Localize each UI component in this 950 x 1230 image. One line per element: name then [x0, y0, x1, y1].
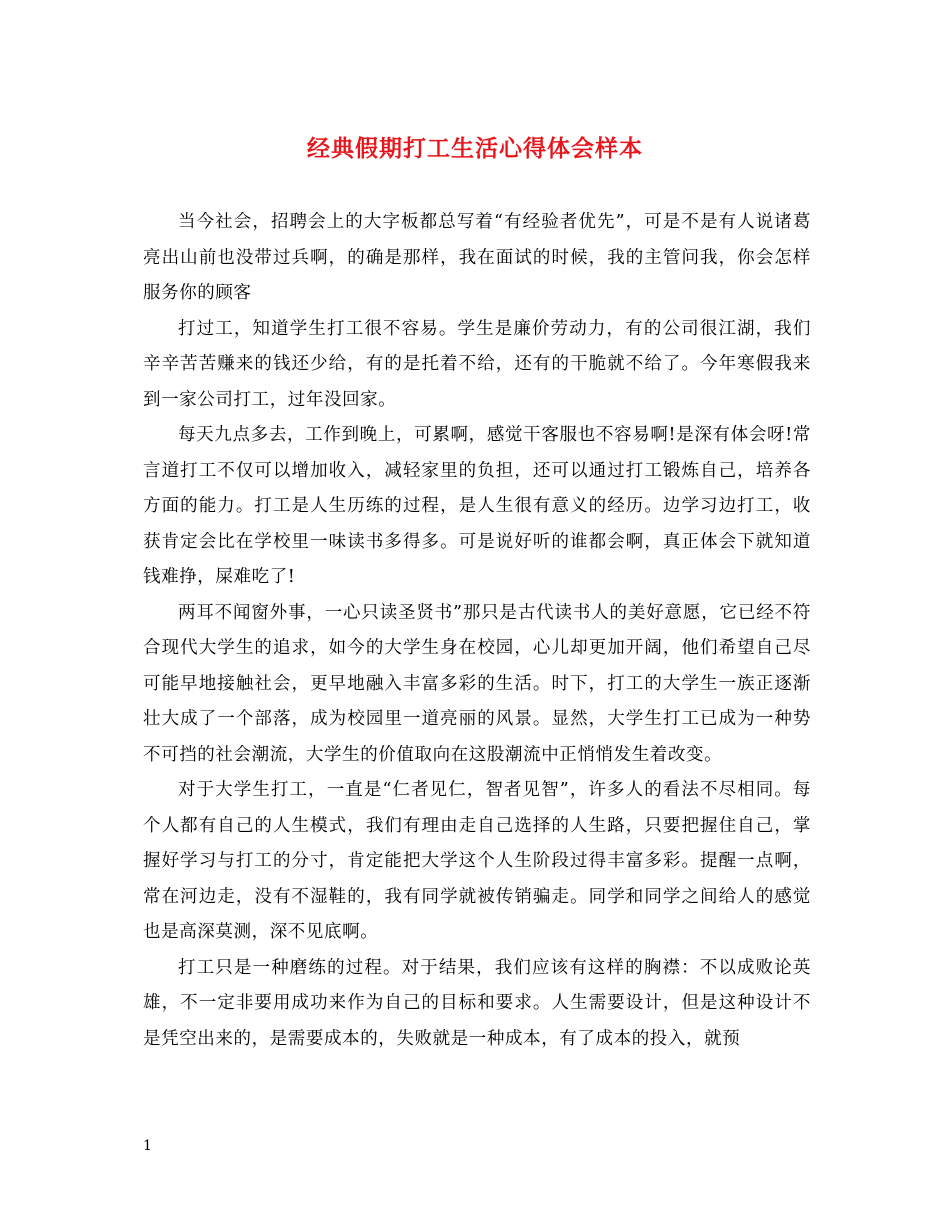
document-body [143, 205, 811, 1057]
paragraph-5: 对于大学生打工，一直是“仁者见仁，智者见智”，许多人的看法不尽相同。每个人都有自己的人生模式，我们有理由走自己选择的人生路，只要把握住自己，掌握好学习与打工的分寸，肯定能把大学这个人生阶段过得丰富多彩。提醒一点啊，常在河边走，没有不湿鞋的，我有同学就被传销骗走。同学和同学之间给人的感觉也是高深莫测，深不见底啊。 [143, 780, 811, 942]
paragraph-1: 当今社会，招聘会上的大字板都总写着“有经验者优先”，可是不是有人说诸葛亮出山前也没带过兵啊，的确是那样，我在面试的时候，我的主管问我，你会怎样服务你的顾客 [143, 212, 811, 303]
paragraph-6: 打工只是一种磨练的过程。对于结果，我们应该有这样的胸襟：不以成败论英雄，不一定非要用成功来作为自己的目标和要求。人生需要设计，但是这种设计不是凭空出来的，是需要成本的，失败就是一种成本，有了成本的投入，就预 [143, 957, 811, 1049]
page-number: 1 [143, 1138, 152, 1154]
paragraph-4: 两耳不闻窗外事，一心只读圣贤书”那只是古代读书人的美好意愿，它已经不符合现代大学生的追求，如今的大学生身在校园，心儿却更加开阔，他们希望自己尽可能早地接触社会，更早地融入丰富多彩的生活。时下，打工的大学生一族正逐渐壮大成了一个部落，成为校园里一道亮丽的风景。显然，大学生打工已成为一种势不可挡的社会潮流，大学生的价值取向在这股潮流中正悄悄发生着改变。 [143, 602, 811, 765]
paragraph-3: 每天九点多去，工作到晚上，可累啊，感觉干客服也不容易啊!是深有体会呀!常言道打工不仅可以增加收入，减轻家里的负担，还可以通过打工锻炼自己，培养各方面的能力。打工是人生历练的过程，是人生很有意义的经历。边学习边打工，收获肯定会比在学校里一味读书多得多。可是说好听的谁都会啊，真正体会下就知道钱难挣，屎难吃了! [143, 425, 811, 587]
document-title: 经典假期打工生活心得体会样本 [307, 135, 643, 162]
paragraph-2: 打过工，知道学生打工很不容易。学生是廉价劳动力，有的公司很江湖，我们辛辛苦苦赚来的钱还少给，有的是托着不给，还有的干脆就不给了。今年寒假我来到一家公司打工，过年没回家。 [143, 318, 811, 410]
